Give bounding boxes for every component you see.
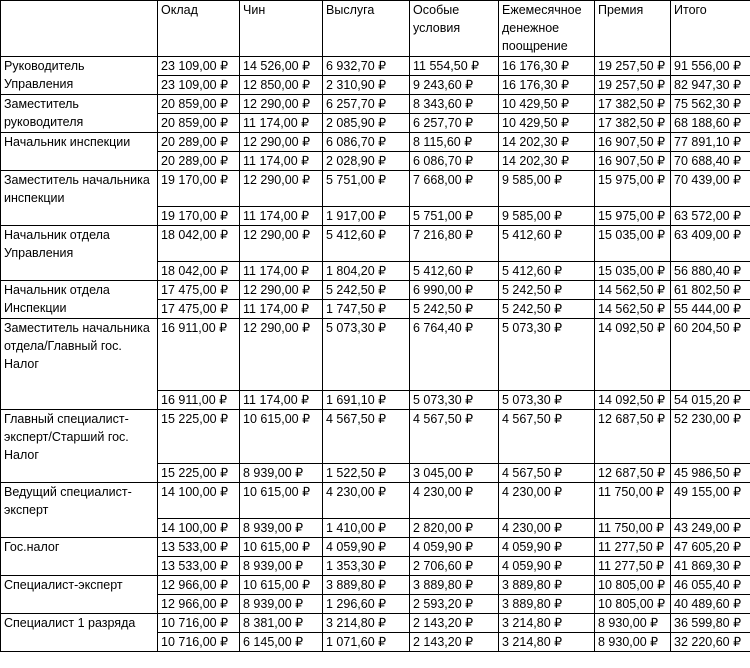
value-cell: 2 706,60 ₽ — [410, 557, 499, 576]
value-cell: 10 615,00 ₽ — [240, 410, 323, 464]
value-cell: 16 176,30 ₽ — [499, 76, 595, 95]
value-cell: 52 230,00 ₽ — [671, 410, 750, 464]
value-cell: 10 716,00 ₽ — [158, 614, 240, 633]
value-cell: 20 289,00 ₽ — [158, 152, 240, 171]
value-cell: 4 230,00 ₽ — [410, 483, 499, 519]
value-cell: 14 100,00 ₽ — [158, 483, 240, 519]
value-cell: 75 562,30 ₽ — [671, 95, 750, 114]
table-row — [1, 538, 750, 557]
value-cell: 14 092,50 ₽ — [595, 319, 671, 391]
header-position — [1, 1, 158, 57]
value-cell: 12 290,00 ₽ — [240, 281, 323, 300]
value-cell: 2 143,20 ₽ — [410, 633, 499, 652]
value-cell: 23 109,00 ₽ — [158, 57, 240, 76]
value-cell: 82 947,30 ₽ — [671, 76, 750, 95]
value-cell: 1 747,50 ₽ — [323, 300, 410, 319]
value-cell: 12 290,00 ₽ — [240, 319, 323, 391]
value-cell: 8 381,00 ₽ — [240, 614, 323, 633]
value-cell: 12 687,50 ₽ — [595, 464, 671, 483]
value-cell: 10 805,00 ₽ — [595, 576, 671, 595]
value-cell: 1 071,60 ₽ — [323, 633, 410, 652]
value-cell: 5 412,60 ₽ — [499, 226, 595, 262]
value-cell: 19 170,00 ₽ — [158, 171, 240, 207]
value-cell: 16 907,50 ₽ — [595, 133, 671, 152]
value-cell: 43 249,00 ₽ — [671, 519, 750, 538]
header-special-conditions: Особые условия — [410, 1, 499, 57]
position-cell: Главный специалист-эксперт/Старший гос. Налог — [1, 410, 158, 483]
value-cell: 14 202,30 ₽ — [499, 133, 595, 152]
position-cell: Начальник отдела Управления — [1, 226, 158, 281]
value-cell: 10 615,00 ₽ — [240, 538, 323, 557]
value-cell: 17 382,50 ₽ — [595, 95, 671, 114]
value-cell: 4 230,00 ₽ — [499, 519, 595, 538]
value-cell: 5 242,50 ₽ — [410, 300, 499, 319]
value-cell: 5 073,30 ₽ — [323, 319, 410, 391]
value-cell: 63 572,00 ₽ — [671, 207, 750, 226]
value-cell: 15 225,00 ₽ — [158, 464, 240, 483]
value-cell: 14 562,50 ₽ — [595, 300, 671, 319]
table-row — [1, 171, 750, 207]
header-seniority: Выслуга — [323, 1, 410, 57]
header-row — [1, 1, 750, 57]
table-row — [1, 483, 750, 519]
value-cell: 3 889,80 ₽ — [323, 576, 410, 595]
value-cell: 4 059,90 ₽ — [323, 538, 410, 557]
position-cell: Руководитель Управления — [1, 57, 158, 95]
value-cell: 11 174,00 ₽ — [240, 114, 323, 133]
value-cell: 7 668,00 ₽ — [410, 171, 499, 207]
value-cell: 8 930,00 ₽ — [595, 633, 671, 652]
value-cell: 46 055,40 ₽ — [671, 576, 750, 595]
value-cell: 11 174,00 ₽ — [240, 262, 323, 281]
value-cell: 41 869,30 ₽ — [671, 557, 750, 576]
value-cell: 56 880,40 ₽ — [671, 262, 750, 281]
table-row — [1, 226, 750, 262]
value-cell: 15 975,00 ₽ — [595, 207, 671, 226]
header-total: Итого — [671, 1, 750, 57]
value-cell: 12 966,00 ₽ — [158, 595, 240, 614]
value-cell: 12 290,00 ₽ — [240, 226, 323, 262]
value-cell: 19 257,50 ₽ — [595, 57, 671, 76]
value-cell: 17 475,00 ₽ — [158, 300, 240, 319]
value-cell: 18 042,00 ₽ — [158, 262, 240, 281]
value-cell: 4 230,00 ₽ — [499, 483, 595, 519]
value-cell: 4 567,50 ₽ — [499, 464, 595, 483]
value-cell: 16 907,50 ₽ — [595, 152, 671, 171]
value-cell: 4 567,50 ₽ — [410, 410, 499, 464]
value-cell: 1 353,30 ₽ — [323, 557, 410, 576]
value-cell: 45 986,50 ₽ — [671, 464, 750, 483]
value-cell: 8 939,00 ₽ — [240, 557, 323, 576]
value-cell: 19 257,50 ₽ — [595, 76, 671, 95]
value-cell: 14 100,00 ₽ — [158, 519, 240, 538]
header-monthly-bonus: Ежемесячное денежное поощрение — [499, 1, 595, 57]
value-cell: 11 174,00 ₽ — [240, 207, 323, 226]
value-cell: 11 174,00 ₽ — [240, 300, 323, 319]
value-cell: 2 593,20 ₽ — [410, 595, 499, 614]
value-cell: 14 202,30 ₽ — [499, 152, 595, 171]
value-cell: 61 802,50 ₽ — [671, 281, 750, 300]
value-cell: 5 242,50 ₽ — [499, 300, 595, 319]
value-cell: 54 015,20 ₽ — [671, 391, 750, 410]
value-cell: 11 277,50 ₽ — [595, 557, 671, 576]
value-cell: 2 028,90 ₽ — [323, 152, 410, 171]
value-cell: 4 059,90 ₽ — [499, 557, 595, 576]
value-cell: 11 174,00 ₽ — [240, 152, 323, 171]
value-cell: 70 439,00 ₽ — [671, 171, 750, 207]
value-cell: 9 585,00 ₽ — [499, 171, 595, 207]
position-cell: Гос.налог — [1, 538, 158, 576]
table-row — [1, 576, 750, 595]
value-cell: 5 412,60 ₽ — [410, 262, 499, 281]
value-cell: 8 939,00 ₽ — [240, 519, 323, 538]
value-cell: 7 216,80 ₽ — [410, 226, 499, 262]
value-cell: 11 174,00 ₽ — [240, 391, 323, 410]
value-cell: 11 750,00 ₽ — [595, 483, 671, 519]
value-cell: 36 599,80 ₽ — [671, 614, 750, 633]
value-cell: 6 990,00 ₽ — [410, 281, 499, 300]
value-cell: 16 911,00 ₽ — [158, 391, 240, 410]
value-cell: 11 554,50 ₽ — [410, 57, 499, 76]
table-body — [1, 57, 750, 652]
value-cell: 5 073,30 ₽ — [410, 391, 499, 410]
value-cell: 20 859,00 ₽ — [158, 114, 240, 133]
table-row — [1, 57, 750, 76]
position-cell: Заместитель руководителя — [1, 95, 158, 133]
value-cell: 17 382,50 ₽ — [595, 114, 671, 133]
value-cell: 6 257,70 ₽ — [323, 95, 410, 114]
value-cell: 12 850,00 ₽ — [240, 76, 323, 95]
value-cell: 5 073,30 ₽ — [499, 391, 595, 410]
value-cell: 3 214,80 ₽ — [323, 614, 410, 633]
value-cell: 1 410,00 ₽ — [323, 519, 410, 538]
value-cell: 13 533,00 ₽ — [158, 538, 240, 557]
table-row — [1, 410, 750, 464]
value-cell: 15 225,00 ₽ — [158, 410, 240, 464]
value-cell: 16 911,00 ₽ — [158, 319, 240, 391]
value-cell: 3 214,80 ₽ — [499, 633, 595, 652]
value-cell: 1 804,20 ₽ — [323, 262, 410, 281]
value-cell: 5 073,30 ₽ — [499, 319, 595, 391]
value-cell: 8 939,00 ₽ — [240, 464, 323, 483]
value-cell: 11 277,50 ₽ — [595, 538, 671, 557]
value-cell: 4 567,50 ₽ — [499, 410, 595, 464]
value-cell: 4 567,50 ₽ — [323, 410, 410, 464]
header-rank: Чин — [240, 1, 323, 57]
value-cell: 6 932,70 ₽ — [323, 57, 410, 76]
value-cell: 8 343,60 ₽ — [410, 95, 499, 114]
position-cell: Специалист 1 разряда — [1, 614, 158, 652]
value-cell: 77 891,10 ₽ — [671, 133, 750, 152]
value-cell: 2 085,90 ₽ — [323, 114, 410, 133]
value-cell: 5 412,60 ₽ — [499, 262, 595, 281]
value-cell: 14 562,50 ₽ — [595, 281, 671, 300]
value-cell: 23 109,00 ₽ — [158, 76, 240, 95]
value-cell: 5 242,50 ₽ — [323, 281, 410, 300]
value-cell: 17 475,00 ₽ — [158, 281, 240, 300]
value-cell: 4 230,00 ₽ — [323, 483, 410, 519]
value-cell: 47 605,20 ₽ — [671, 538, 750, 557]
value-cell: 6 257,70 ₽ — [410, 114, 499, 133]
value-cell: 12 966,00 ₽ — [158, 576, 240, 595]
value-cell: 8 115,60 ₽ — [410, 133, 499, 152]
value-cell: 60 204,50 ₽ — [671, 319, 750, 391]
value-cell: 15 035,00 ₽ — [595, 262, 671, 281]
header-premium: Премия — [595, 1, 671, 57]
value-cell: 5 242,50 ₽ — [499, 281, 595, 300]
value-cell: 12 290,00 ₽ — [240, 95, 323, 114]
table-row — [1, 133, 750, 152]
value-cell: 68 188,60 ₽ — [671, 114, 750, 133]
value-cell: 70 688,40 ₽ — [671, 152, 750, 171]
value-cell: 14 526,00 ₽ — [240, 57, 323, 76]
value-cell: 3 889,80 ₽ — [499, 595, 595, 614]
value-cell: 16 176,30 ₽ — [499, 57, 595, 76]
position-cell: Начальник отдела Инспекции — [1, 281, 158, 319]
value-cell: 49 155,00 ₽ — [671, 483, 750, 519]
value-cell: 10 716,00 ₽ — [158, 633, 240, 652]
value-cell: 2 143,20 ₽ — [410, 614, 499, 633]
value-cell: 20 289,00 ₽ — [158, 133, 240, 152]
value-cell: 10 805,00 ₽ — [595, 595, 671, 614]
value-cell: 20 859,00 ₽ — [158, 95, 240, 114]
value-cell: 3 045,00 ₽ — [410, 464, 499, 483]
value-cell: 91 556,00 ₽ — [671, 57, 750, 76]
value-cell: 15 035,00 ₽ — [595, 226, 671, 262]
header-salary: Оклад — [158, 1, 240, 57]
value-cell: 6 086,70 ₽ — [410, 152, 499, 171]
value-cell: 1 691,10 ₽ — [323, 391, 410, 410]
value-cell: 3 889,80 ₽ — [410, 576, 499, 595]
value-cell: 18 042,00 ₽ — [158, 226, 240, 262]
table-row — [1, 319, 750, 391]
value-cell: 14 092,50 ₽ — [595, 391, 671, 410]
value-cell: 3 889,80 ₽ — [499, 576, 595, 595]
value-cell: 5 751,00 ₽ — [410, 207, 499, 226]
value-cell: 12 290,00 ₽ — [240, 133, 323, 152]
value-cell: 6 145,00 ₽ — [240, 633, 323, 652]
value-cell: 8 939,00 ₽ — [240, 595, 323, 614]
value-cell: 6 086,70 ₽ — [323, 133, 410, 152]
table-row — [1, 95, 750, 114]
value-cell: 11 750,00 ₽ — [595, 519, 671, 538]
value-cell: 12 290,00 ₽ — [240, 171, 323, 207]
value-cell: 1 917,00 ₽ — [323, 207, 410, 226]
value-cell: 63 409,00 ₽ — [671, 226, 750, 262]
value-cell: 40 489,60 ₽ — [671, 595, 750, 614]
value-cell: 3 214,80 ₽ — [499, 614, 595, 633]
value-cell: 9 585,00 ₽ — [499, 207, 595, 226]
table-row — [1, 614, 750, 633]
value-cell: 32 220,60 ₽ — [671, 633, 750, 652]
value-cell: 10 429,50 ₽ — [499, 114, 595, 133]
value-cell: 5 751,00 ₽ — [323, 171, 410, 207]
value-cell: 8 930,00 ₽ — [595, 614, 671, 633]
value-cell: 10 615,00 ₽ — [240, 483, 323, 519]
value-cell: 12 687,50 ₽ — [595, 410, 671, 464]
value-cell: 1 296,60 ₽ — [323, 595, 410, 614]
value-cell: 1 522,50 ₽ — [323, 464, 410, 483]
position-cell: Ведущий специалист-эксперт — [1, 483, 158, 538]
value-cell: 4 059,90 ₽ — [499, 538, 595, 557]
value-cell: 15 975,00 ₽ — [595, 171, 671, 207]
value-cell: 55 444,00 ₽ — [671, 300, 750, 319]
value-cell: 2 310,90 ₽ — [323, 76, 410, 95]
value-cell: 9 243,60 ₽ — [410, 76, 499, 95]
value-cell: 4 059,90 ₽ — [410, 538, 499, 557]
value-cell: 13 533,00 ₽ — [158, 557, 240, 576]
position-cell: Заместитель начальника отдела/Главный гос. Налог — [1, 319, 158, 410]
value-cell: 19 170,00 ₽ — [158, 207, 240, 226]
value-cell: 2 820,00 ₽ — [410, 519, 499, 538]
position-cell: Специалист-эксперт — [1, 576, 158, 614]
value-cell: 10 429,50 ₽ — [499, 95, 595, 114]
value-cell: 10 615,00 ₽ — [240, 576, 323, 595]
value-cell: 6 764,40 ₽ — [410, 319, 499, 391]
position-cell: Заместитель начальника инспекции — [1, 171, 158, 226]
position-cell: Начальник инспекции — [1, 133, 158, 171]
table-row — [1, 281, 750, 300]
value-cell: 5 412,60 ₽ — [323, 226, 410, 262]
